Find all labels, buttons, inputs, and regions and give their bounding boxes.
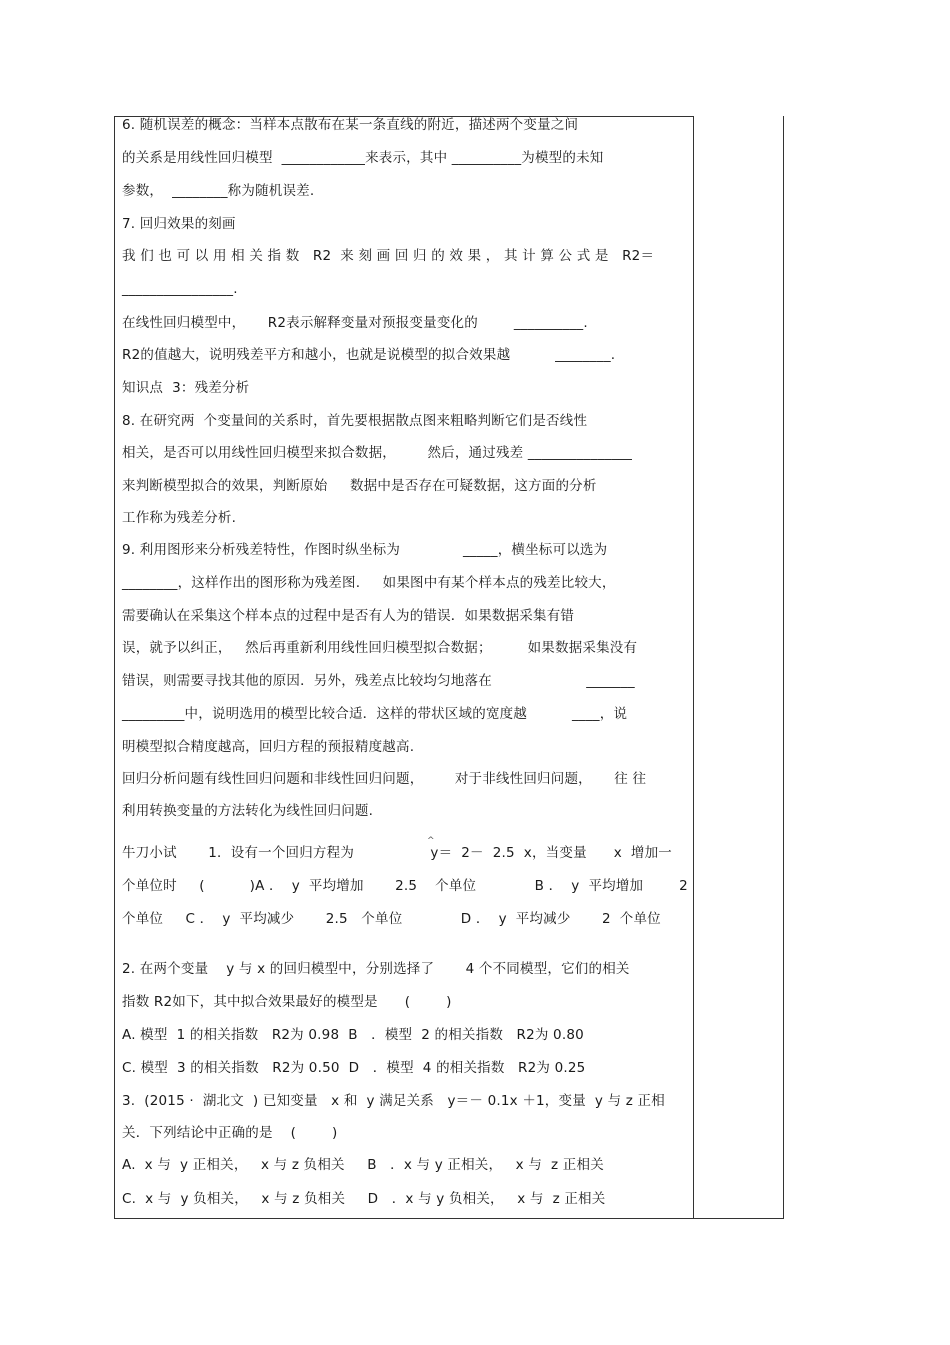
text-line: 需要确认在采集这个样本点的过程中是否有人为的错误．如果数据采集有错	[122, 608, 575, 624]
quiz-option: A. x 与 y 正相关， x 与 z 负相关 B ．x 与 y 正相关， x 与 z 正相关	[122, 1157, 604, 1173]
text-line: 工作称为残差分析.	[122, 510, 237, 526]
text-line: 相关，是否可以用线性回归模型来拟合数据， 然后，通过残差 _______________	[122, 445, 633, 461]
text-line: ________，这样作出的图形称为残差图. 如果图中有某个样本点的残差比较大，	[122, 575, 616, 591]
text-line: 参数， ________称为随机误差.	[122, 183, 315, 199]
text-line: 的关系是用线性回归模型 ____________来表示，其中 __________为模型的未知	[122, 150, 604, 166]
quiz-line: 指数 R2如下，其中拟合效果最好的模型是 ( )	[122, 994, 452, 1010]
table-right-border	[783, 116, 784, 1219]
hat-symbol: ^	[427, 836, 435, 846]
quiz-line: 关．下列结论中正确的是 ( )	[122, 1125, 338, 1141]
section-heading: 7. 回归效果的刻画	[122, 216, 236, 232]
quiz-line: 牛刀小试 1．设有一个回归方程为 y＝ 2－ 2.5 x，当变量 x 增加一	[122, 845, 672, 861]
text-line: 在线性回归模型中， R2表示解释变量对预报变量变化的 __________.	[122, 315, 588, 331]
text-line: 我 们 也 可 以 用 相 关 指 数 R2 来 刻 画 回 归 的 效 果 ， 其 计 算 公 式 是 R2＝	[122, 248, 655, 264]
text-line: 利用转换变量的方法转化为线性回归问题.	[122, 803, 374, 819]
section-heading: 知识点 3：残差分析	[122, 380, 250, 396]
text-line: 6. 随机误差的概念：当样本点散布在某一条直线的附近，描述两个变量之间	[122, 117, 579, 133]
text-line: R2的值越大，说明残差平方和越小，也就是说模型的拟合效果越 ________.	[122, 347, 616, 363]
quiz-line: 个单位 C ． y 平均减少 2.5 个单位 D ． y 平均减少 2 个单位	[122, 911, 661, 927]
quiz-option: C. 模型 3 的相关指数 R2为 0.50 D ．模型 4 的相关指数 R2为 0.25	[122, 1060, 586, 1076]
table-middle-border	[693, 116, 694, 1219]
quiz-option: C. x 与 y 负相关， x 与 z 负相关 D ．x 与 y 负相关， x 与 z 正相关	[122, 1191, 606, 1207]
quiz-option: A. 模型 1 的相关指数 R2为 0.98 B ．模型 2 的相关指数 R2为 0.80	[122, 1027, 584, 1043]
text-line: 8. 在研究两 个变量间的关系时，首先要根据散点图来粗略判断它们是否线性	[122, 413, 588, 429]
text-line: ________________.	[122, 281, 238, 297]
text-line: 回归分析问题有线性回归问题和非线性回归问题， 对于非线性回归问题， 往 往	[122, 771, 647, 787]
text-line: _________中，说明选用的模型比较合适．这样的带状区域的宽度越 ____，说	[122, 706, 628, 722]
table-bottom-border	[114, 1218, 784, 1219]
quiz-line: 2. 在两个变量 y 与 x 的回归模型中，分别选择了 4 个不同模型，它们的相关	[122, 961, 630, 977]
table-left-border	[114, 116, 115, 1219]
text-line: 明模型拟合精度越高，回归方程的预报精度越高.	[122, 739, 415, 755]
text-line: 错误，则需要寻找其他的原因．另外，残差点比较均匀地落在 _______	[122, 673, 635, 689]
quiz-line: 个单位时 ( )A ． y 平均增加 2.5 个单位 B ． y 平均增加 2	[122, 878, 688, 894]
text-line: 来判断模型拟合的效果，判断原始 数据中是否存在可疑数据，这方面的分析	[122, 478, 597, 494]
text-line: 误，就予以纠正， 然后再重新利用线性回归模型拟合数据； 如果数据采集没有	[122, 640, 638, 656]
quiz-line: 3. (2015 · 湖北文 ) 已知变量 x 和 y 满足关系 y＝－ 0.1x ＋1，变量 y 与 z 正相	[122, 1093, 665, 1109]
text-line: 9. 利用图形来分析残差特性，作图时纵坐标为 _____，横坐标可以选为	[122, 542, 608, 558]
